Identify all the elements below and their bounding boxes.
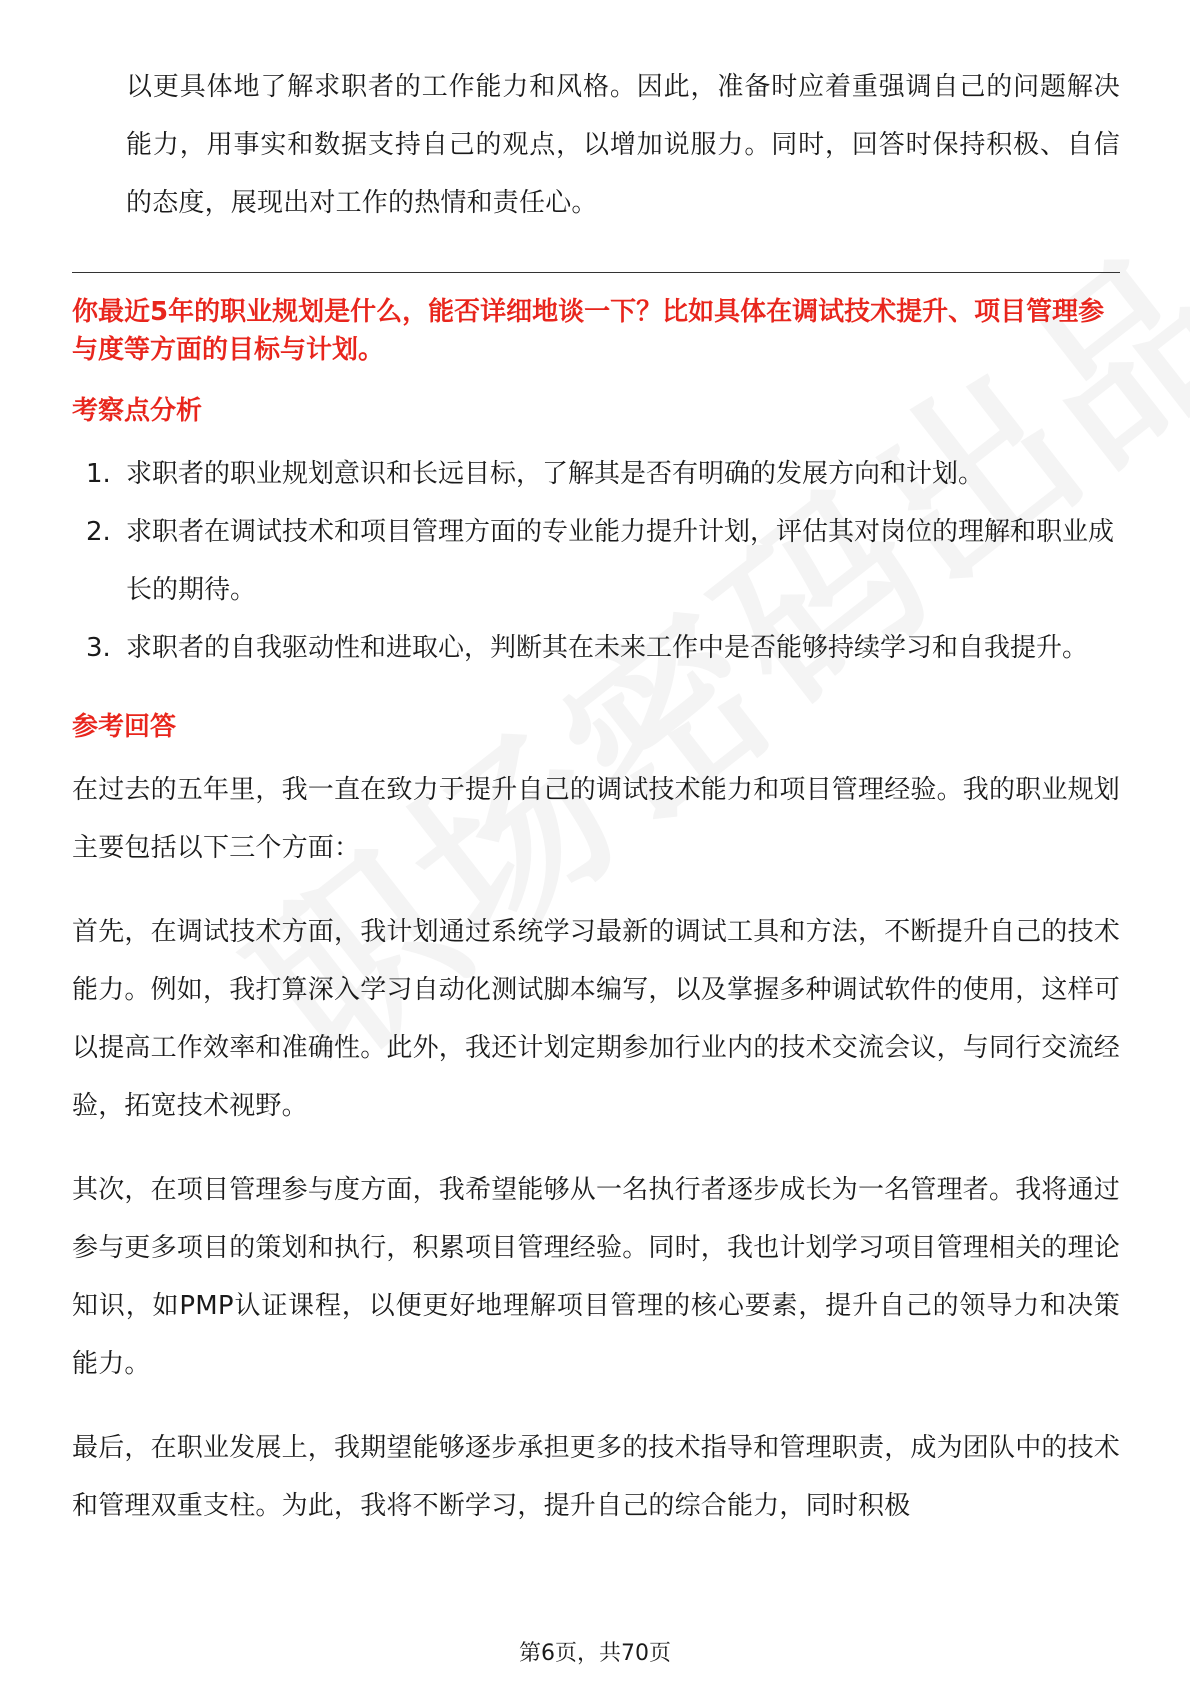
list-item-number: 1.	[86, 459, 111, 489]
page-content	[72, 58, 1120, 1535]
answer-paragraph: 最后，在职业发展上，我期望能够逐步承担更多的技术指导和管理职责，成为团队中的技术和管理双重支柱。为此，我将不断学习，提升自己的综合能力，同时积极	[72, 1433, 1121, 1521]
list-item-text: 求职者的职业规划意识和长远目标，了解其是否有明确的发展方向和计划。	[126, 459, 985, 489]
list-item-number: 2.	[86, 517, 111, 547]
answer-paragraph: 其次，在项目管理参与度方面，我希望能够从一名执行者逐步成长为一名管理者。我将通过参与更多项目的策划和执行，积累项目管理经验。同时，我也计划学习项目管理相关的理论知识，如PMP认证课程，以便更好地理解项目管理的核心要素，提升自己的领导力和决策能力。	[72, 1175, 1121, 1379]
answer-paragraph: 首先，在调试技术方面，我计划通过系统学习最新的调试工具和方法，不断提升自己的技术能力。例如，我打算深入学习自动化测试脚本编写，以及掌握多种调试软件的使用，这样可以提高工作效率和准确性。此外，我还计划定期参加行业内的技术交流会议，与同行交流经验，拓宽技术视野。	[72, 917, 1121, 1121]
list-item	[72, 445, 1120, 503]
answer-title: 参考回答	[72, 712, 177, 742]
list-item	[72, 619, 1120, 677]
list-item-text: 求职者在调试技术和项目管理方面的专业能力提升计划，评估其对岗位的理解和职业成长的期待。	[126, 517, 1115, 605]
list-item-text: 求职者的自我驱动性和进取心，判断其在未来工作中是否能够持续学习和自我提升。	[126, 633, 1089, 663]
intro-paragraph: 以更具体地了解求职者的工作能力和风格。因此，准备时应着重强调自己的问题解决能力，用事实和数据支持自己的观点，以增加说服力。同时，回答时保持积极、自信的态度，展现出对工作的热情和责任心。	[126, 72, 1120, 218]
analysis-title: 考察点分析	[72, 396, 203, 426]
question-heading: 你最近5年的职业规划是什么，能否详细地谈一下？比如具体在调试技术提升、项目管理参与度等方面的目标与计划。	[72, 297, 1105, 365]
page-footer: 第6页，共70页	[519, 1641, 671, 1666]
answer-paragraph: 在过去的五年里，我一直在致力于提升自己的调试技术能力和项目管理经验。我的职业规划主要包括以下三个方面：	[72, 775, 1121, 863]
list-item-number: 3.	[86, 633, 111, 663]
analysis-list	[72, 445, 1120, 677]
list-item	[72, 503, 1120, 619]
divider	[72, 272, 1120, 273]
